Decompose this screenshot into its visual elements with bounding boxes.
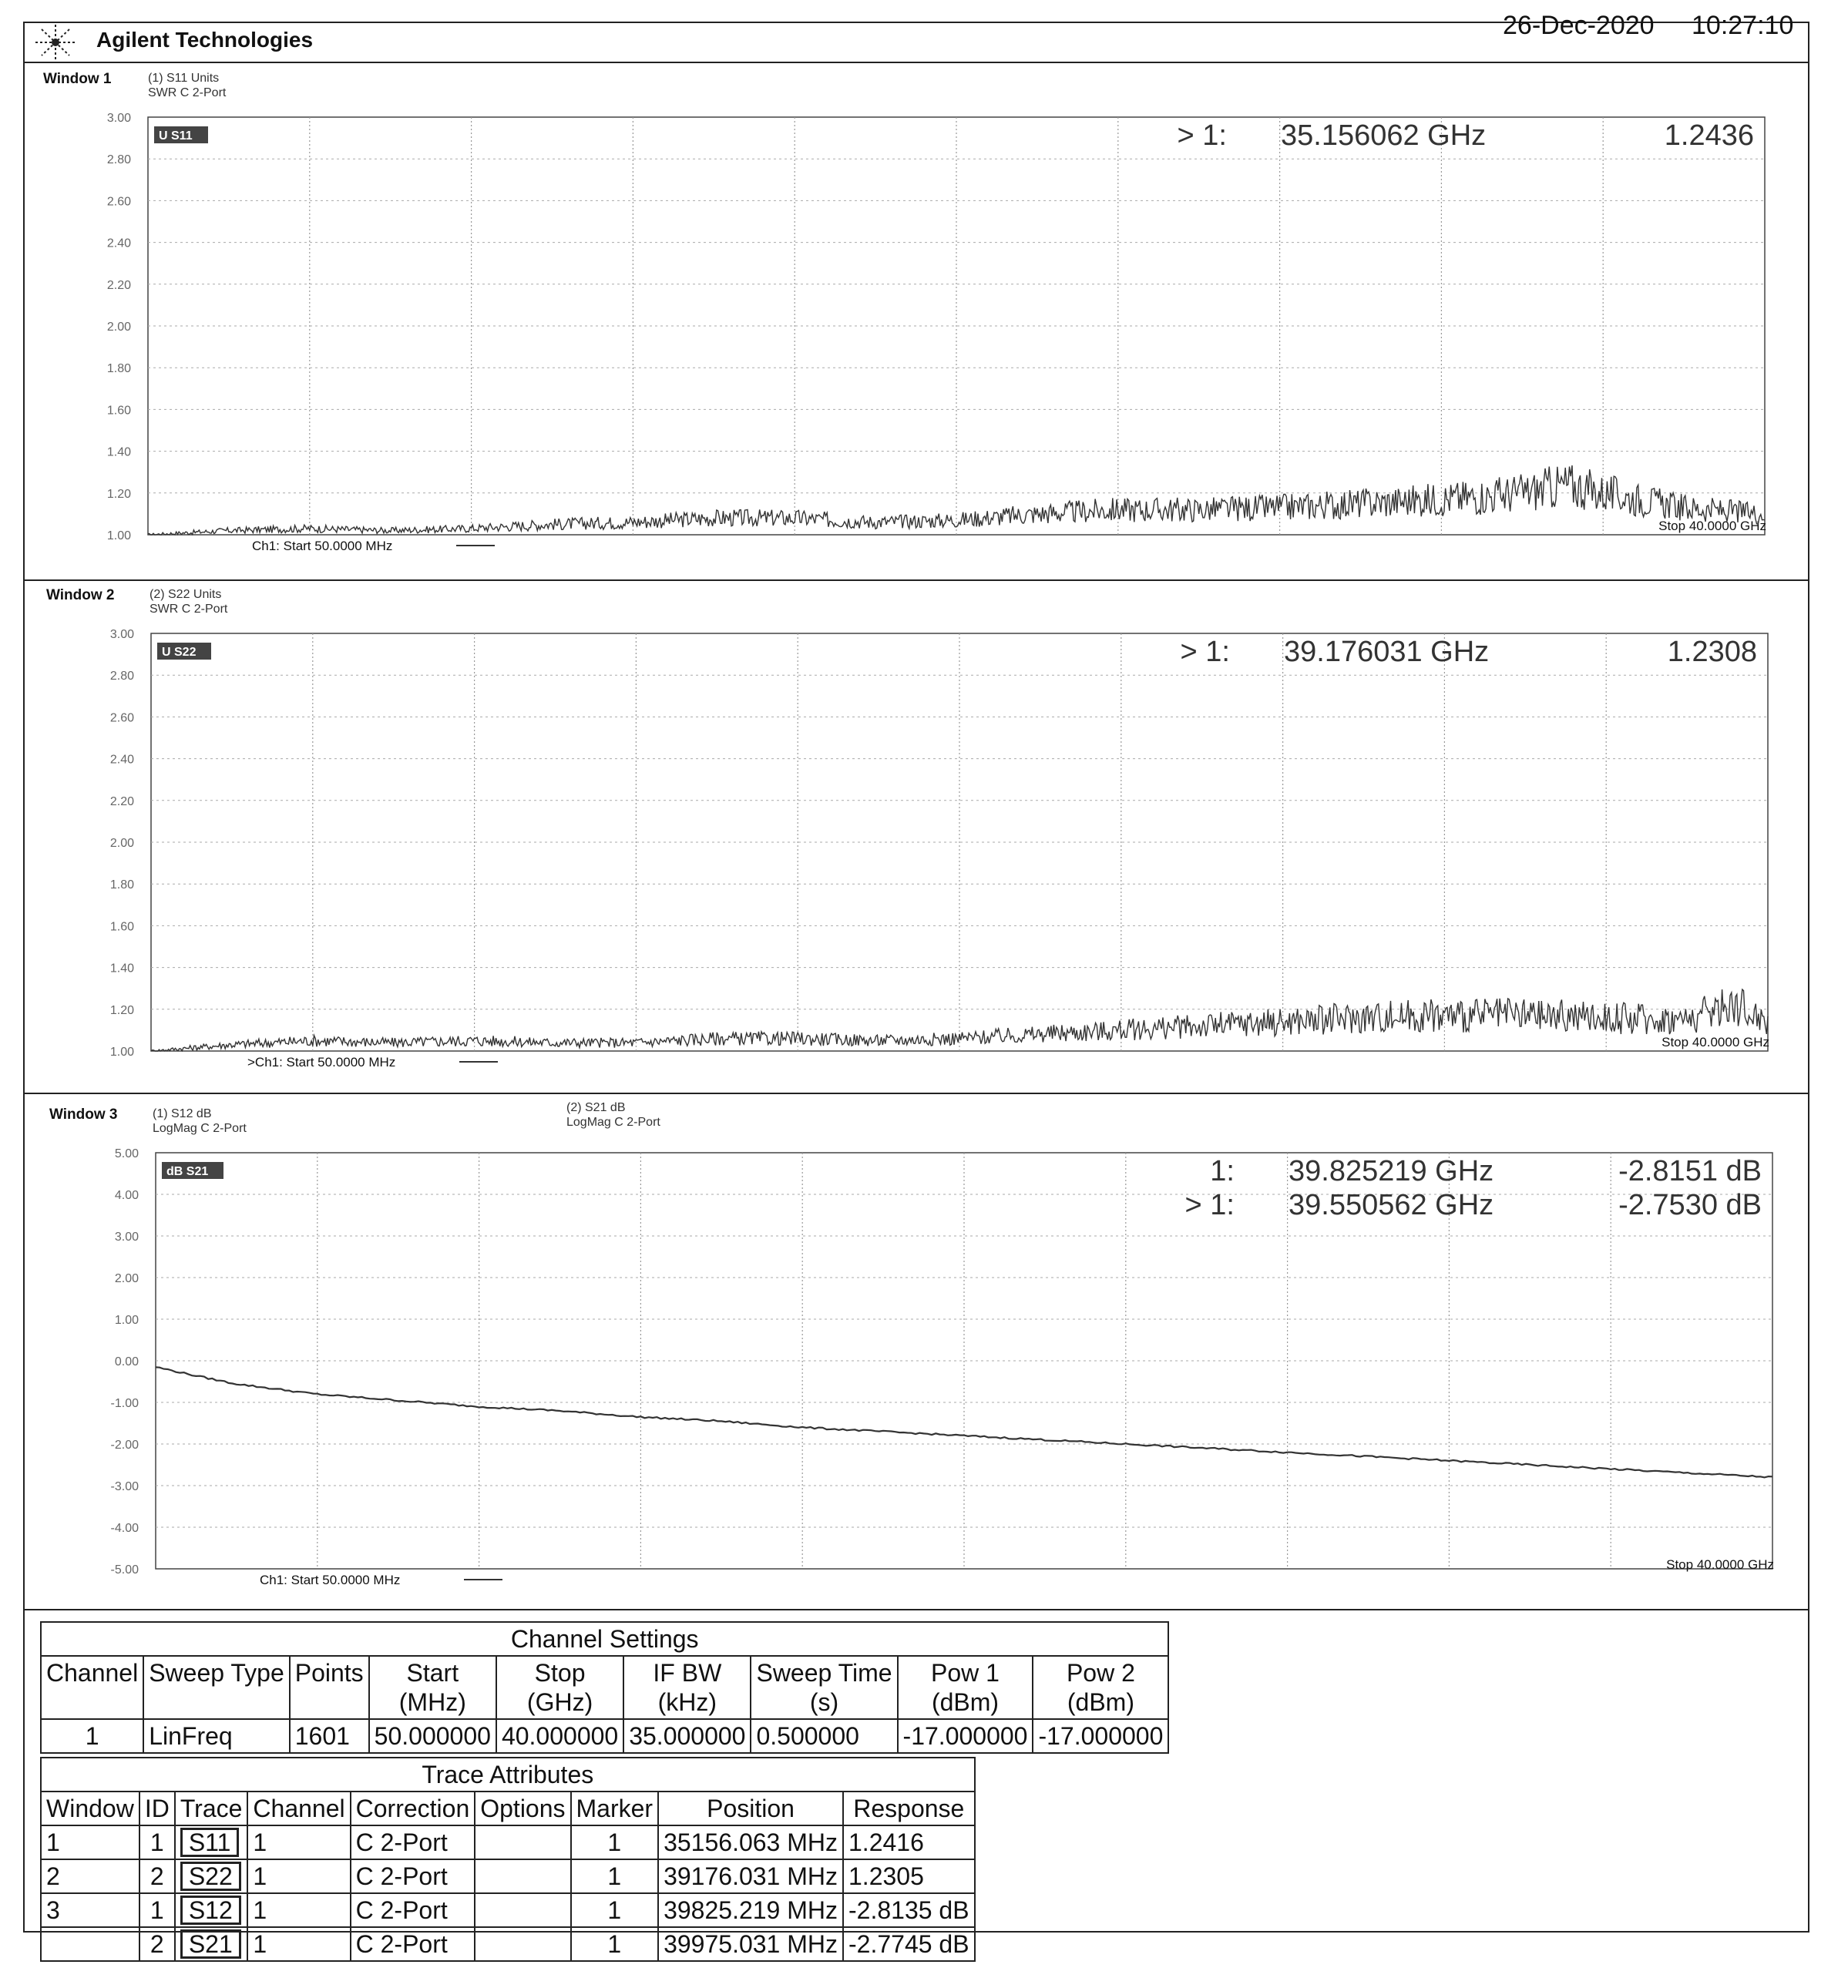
- trace-attributes-table: [40, 1757, 976, 1962]
- trace-attributes-header: Response: [843, 1792, 975, 1825]
- trace-name-box: S21: [180, 1929, 241, 1959]
- print-date: 26-Dec-2020: [1503, 11, 1655, 40]
- trace-attributes-cell: [175, 1859, 248, 1893]
- marker-frequency: 39.176031 GHz: [1284, 636, 1490, 668]
- window-1-label: Window 1: [43, 71, 112, 87]
- marker-value: -2.8151 dB: [1618, 1155, 1762, 1187]
- y-tick-label: 1.00: [114, 1314, 139, 1327]
- header-unit: (GHz): [526, 1688, 593, 1716]
- y-tick-label: 2.20: [106, 278, 131, 292]
- y-tick-label: 2.00: [109, 837, 134, 850]
- sweep-stop-label: Stop 40.0000 GHz: [1666, 1557, 1774, 1572]
- y-tick-label: -5.00: [110, 1563, 139, 1577]
- channel-settings-cell: -17.000000: [898, 1719, 1033, 1753]
- header-unit: [46, 1687, 138, 1717]
- channel-settings-header: [496, 1656, 623, 1719]
- y-tick-label: 3.00: [114, 1231, 139, 1244]
- y-tick-label: -4.00: [110, 1522, 139, 1535]
- trace-attributes-cell: 2: [41, 1859, 139, 1893]
- channel-settings-header: [143, 1656, 290, 1719]
- trace-attributes-cell: [475, 1859, 570, 1893]
- trace-attributes-cell: 2: [139, 1859, 175, 1893]
- header-line: Sweep Type: [149, 1659, 284, 1687]
- marker-prefix: > 1:: [1180, 636, 1230, 668]
- y-tick-label: -1.00: [110, 1397, 139, 1410]
- y-tick-label: 1.40: [106, 445, 131, 459]
- trace-attributes-header: Trace: [175, 1792, 248, 1825]
- table-row: [41, 1825, 975, 1859]
- y-tick-label: 3.00: [109, 628, 134, 641]
- trace-name-box: S22: [180, 1862, 241, 1891]
- y-tick-label: 1.60: [109, 920, 134, 934]
- y-tick-label: 1.60: [106, 404, 131, 418]
- trace-attributes-cell: 1.2416: [843, 1825, 975, 1859]
- y-tick-label: 1.80: [106, 362, 131, 376]
- trace-attributes-cell: -2.7745 dB: [843, 1927, 975, 1961]
- y-tick-label: 1.80: [109, 878, 134, 892]
- marker-prefix: > 1:: [1177, 119, 1227, 152]
- y-tick-label: 2.80: [106, 153, 131, 167]
- marker-frequency: 39.825219 GHz: [1289, 1155, 1494, 1187]
- sweep-stop-label: Stop 40.0000 GHz: [1658, 519, 1766, 533]
- trace-tag-label: dB S21: [166, 1165, 209, 1178]
- trace-attributes-cell: 39176.031 MHz: [658, 1859, 843, 1893]
- header-line: Points: [294, 1659, 364, 1687]
- channel-settings-header: [623, 1656, 751, 1719]
- trace-attributes-cell: -2.8135 dB: [843, 1893, 975, 1927]
- header-unit: (MHz): [398, 1688, 466, 1716]
- marker-frequency: 35.156062 GHz: [1281, 119, 1487, 152]
- trace-attributes-cell: C 2-Port: [351, 1859, 475, 1893]
- channel-settings-header: [1033, 1656, 1168, 1719]
- trace-attributes-cell: C 2-Port: [351, 1893, 475, 1927]
- header-line: Sweep Time: [756, 1659, 892, 1687]
- y-tick-label: 2.60: [109, 711, 134, 725]
- trace-attributes-cell: 35156.063 MHz: [658, 1825, 843, 1859]
- trace-attributes-cell: 1: [247, 1893, 350, 1927]
- header-line: Pow 2: [1066, 1659, 1135, 1687]
- table-row: [41, 1859, 975, 1893]
- header-unit: (dBm): [931, 1688, 1000, 1716]
- trace-attributes-header: ID: [139, 1792, 175, 1825]
- trace-attributes-cell: 39975.031 MHz: [658, 1927, 843, 1961]
- trace-attributes-header: Channel: [247, 1792, 350, 1825]
- header-unit: [149, 1687, 284, 1717]
- header-unit: (kHz): [657, 1688, 717, 1716]
- trace-info-line: LogMag C 2-Port: [566, 1116, 660, 1129]
- trace-info-line: LogMag C 2-Port: [153, 1122, 247, 1135]
- channel-settings-cell: 0.500000: [751, 1719, 897, 1753]
- y-tick-label: 2.40: [109, 753, 134, 767]
- trace-attributes-cell: 1: [571, 1859, 659, 1893]
- channel-settings-title: Channel Settings: [41, 1622, 1168, 1656]
- channel-settings-cell: 35.000000: [623, 1719, 751, 1753]
- header-line: Channel: [46, 1659, 139, 1687]
- trace-attributes-header: Marker: [571, 1792, 659, 1825]
- header-line: IF BW: [653, 1659, 722, 1687]
- table-row: [41, 1893, 975, 1927]
- channel-settings-header: [41, 1656, 143, 1719]
- channel-settings-header: [898, 1656, 1033, 1719]
- y-tick-label: 4.00: [114, 1189, 139, 1202]
- trace-attributes-cell: [475, 1825, 570, 1859]
- trace-s21: [156, 1367, 1772, 1477]
- header-line: Stop: [534, 1659, 586, 1687]
- trace-info-line: (2) S22 Units: [150, 588, 222, 601]
- channel-settings-header: [290, 1656, 369, 1719]
- trace-info-line: (1) S11 Units: [148, 72, 220, 85]
- marker-prefix: 1:: [1210, 1155, 1235, 1187]
- window-2-label: Window 2: [46, 587, 115, 603]
- y-tick-label: 1.20: [106, 487, 131, 501]
- channel-settings-table: [40, 1621, 1169, 1754]
- marker-prefix: > 1:: [1184, 1189, 1235, 1221]
- trace-attributes-cell: 1: [247, 1859, 350, 1893]
- trace-name-box: S12: [180, 1896, 241, 1925]
- channel-settings-cell: -17.000000: [1033, 1719, 1168, 1753]
- trace-attributes-header: Position: [658, 1792, 843, 1825]
- trace-attributes-cell: 3: [41, 1893, 139, 1927]
- trace-name-box: S11: [180, 1828, 240, 1857]
- trace-attributes-cell: 2: [139, 1927, 175, 1961]
- trace-info-line: (1) S12 dB: [153, 1107, 212, 1120]
- trace-tag-label: U S11: [159, 129, 193, 143]
- marker-value: -2.7530 dB: [1618, 1189, 1762, 1221]
- trace-attributes-header: Correction: [351, 1792, 475, 1825]
- channel-settings-header: [751, 1656, 897, 1719]
- trace-attributes-cell: 1: [571, 1893, 659, 1927]
- marker-frequency: 39.550562 GHz: [1289, 1189, 1494, 1221]
- y-tick-label: 3.00: [106, 112, 131, 125]
- y-tick-label: 2.40: [106, 237, 131, 250]
- trace-info-line: SWR C 2-Port: [148, 86, 227, 99]
- trace-attributes-title: Trace Attributes: [41, 1758, 975, 1792]
- y-tick-label: 1.00: [109, 1046, 134, 1059]
- trace-attributes-cell: 39825.219 MHz: [658, 1893, 843, 1927]
- trace-attributes-header: Options: [475, 1792, 570, 1825]
- trace-attributes-cell: 1: [41, 1825, 139, 1859]
- y-tick-label: 1.00: [106, 529, 131, 542]
- window-3-label: Window 3: [49, 1106, 118, 1123]
- header-unit: [295, 1687, 364, 1717]
- trace-attributes-cell: [175, 1825, 248, 1859]
- sweep-start-label: Ch1: Start 50.0000 MHz: [260, 1573, 401, 1587]
- y-tick-label: 5.00: [114, 1147, 139, 1160]
- header-line: Start: [406, 1659, 459, 1687]
- trace-attributes-cell: [175, 1893, 248, 1927]
- marker-value: 1.2436: [1664, 119, 1754, 152]
- table-row: [41, 1927, 975, 1961]
- y-tick-label: 2.60: [106, 195, 131, 209]
- sweep-start-label: >Ch1: Start 50.0000 MHz: [247, 1055, 396, 1070]
- trace-attributes-cell: 1: [247, 1825, 350, 1859]
- trace-attributes-cell: 1: [247, 1927, 350, 1961]
- trace-attributes-cell: [475, 1893, 570, 1927]
- header-line: Pow 1: [931, 1659, 1000, 1687]
- y-tick-label: 1.20: [109, 1003, 134, 1017]
- sweep-stop-label: Stop 40.0000 GHz: [1662, 1035, 1769, 1049]
- trace-info-line: SWR C 2-Port: [150, 603, 228, 616]
- y-tick-label: 1.40: [109, 962, 134, 976]
- print-time: 10:27:10: [1692, 11, 1794, 40]
- marker-value: 1.2308: [1667, 636, 1757, 668]
- trace-attributes-cell: 1: [571, 1927, 659, 1961]
- channel-settings-cell: 1: [41, 1719, 143, 1753]
- trace-attributes-cell: [41, 1927, 139, 1961]
- channel-settings-header: [369, 1656, 496, 1719]
- y-tick-label: -2.00: [110, 1439, 139, 1452]
- trace-attributes-cell: 1.2305: [843, 1859, 975, 1893]
- y-tick-label: -3.00: [110, 1480, 139, 1493]
- trace-attributes-cell: 1: [571, 1825, 659, 1859]
- y-tick-label: 2.80: [109, 670, 134, 683]
- y-tick-label: 2.00: [114, 1272, 139, 1285]
- trace-tag-label: U S22: [162, 646, 197, 659]
- trace-attributes-cell: 1: [139, 1825, 175, 1859]
- trace-attributes-cell: [175, 1927, 248, 1961]
- channel-settings-cell: LinFreq: [143, 1719, 290, 1753]
- header-unit: (dBm): [1067, 1688, 1134, 1716]
- channel-settings-cell: 40.000000: [496, 1719, 623, 1753]
- trace-attributes-cell: 1: [139, 1893, 175, 1927]
- channel-settings-cell: 50.000000: [369, 1719, 496, 1753]
- y-tick-label: 0.00: [114, 1355, 139, 1368]
- y-tick-label: 2.00: [106, 321, 131, 334]
- y-tick-label: 2.20: [109, 794, 134, 808]
- trace-attributes-cell: C 2-Port: [351, 1825, 475, 1859]
- trace-attributes-cell: [475, 1927, 570, 1961]
- header-unit: (s): [809, 1688, 839, 1716]
- brand-name: Agilent Technologies: [96, 28, 314, 52]
- trace-attributes-header: Window: [41, 1792, 139, 1825]
- trace-info-line: (2) S21 dB: [566, 1101, 626, 1114]
- channel-settings-cell: 1601: [290, 1719, 369, 1753]
- sweep-start-label: Ch1: Start 50.0000 MHz: [252, 539, 393, 553]
- trace-attributes-cell: C 2-Port: [351, 1927, 475, 1961]
